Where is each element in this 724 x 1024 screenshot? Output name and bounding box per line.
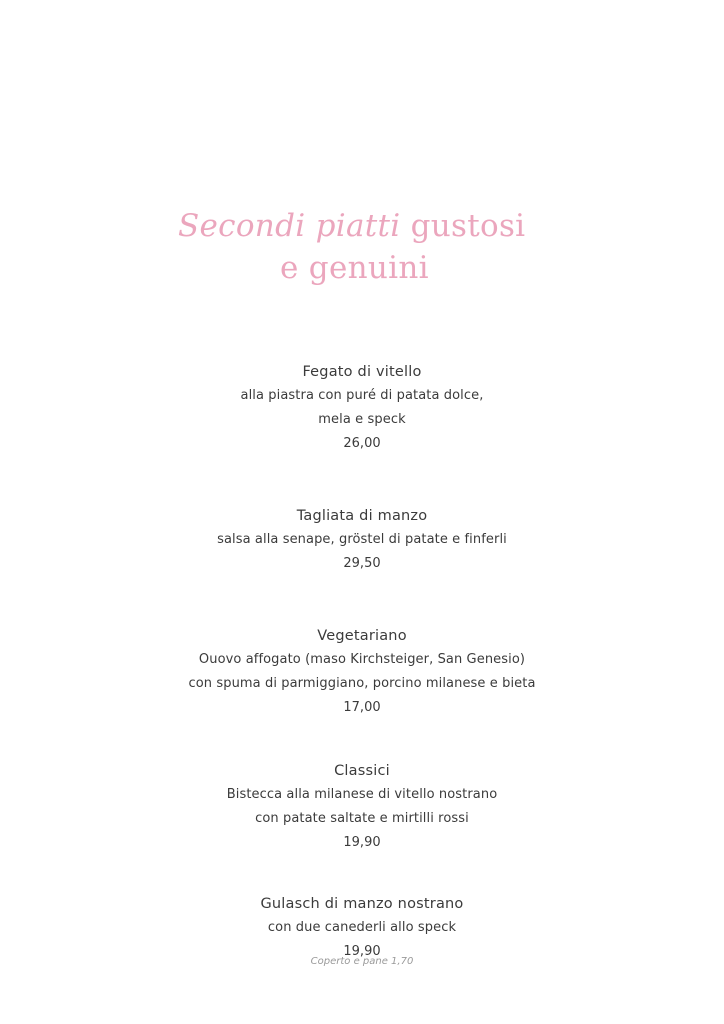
dish-price: 19,90 — [343, 944, 381, 959]
dish-description: Bistecca alla milanese di vitello nostrano — [226, 787, 498, 802]
dish-description: alla piastra con puré di patata dolce, — [240, 388, 484, 403]
dish-price: 19,90 — [343, 835, 381, 850]
dish-description: Ouovo affogato (maso Kirchsteiger, San Genesio) — [198, 652, 526, 667]
dish-price: 17,00 — [343, 700, 381, 715]
dish-name: Vegetariano — [317, 628, 407, 644]
menu-title-regular: gustosi — [400, 208, 526, 244]
dish-name: Tagliata di manzo — [296, 508, 428, 524]
cover-charge-note: Coperto e pane 1,70 — [310, 956, 414, 967]
dish-description: mela e speck — [318, 412, 406, 427]
menu-title-line-1 — [0, 205, 724, 247]
dish-description: salsa alla senape, gröstel di patate e finferli — [217, 532, 507, 547]
dish-price: 29,50 — [343, 556, 381, 571]
dish-price: 26,00 — [343, 436, 381, 451]
dish-item — [0, 504, 724, 576]
dish-item — [0, 759, 724, 855]
dish-name: Gulasch di manzo nostrano — [260, 896, 464, 912]
menu-title-line-2: e genuini — [280, 250, 429, 286]
dish-item — [0, 360, 724, 456]
dish-name: Fegato di vitello — [302, 364, 422, 380]
dish-item — [0, 892, 724, 964]
menu-title-italic: Secondi piatti — [178, 208, 401, 244]
menu-title — [0, 205, 724, 289]
dish-description: con spuma di parmiggiano, porcino milanese e bieta — [188, 676, 536, 691]
dish-description: con patate saltate e mirtilli rossi — [255, 811, 469, 826]
dish-description: con due canederli allo speck — [267, 920, 457, 935]
dish-name: Classici — [334, 763, 390, 779]
dish-item — [0, 624, 724, 720]
